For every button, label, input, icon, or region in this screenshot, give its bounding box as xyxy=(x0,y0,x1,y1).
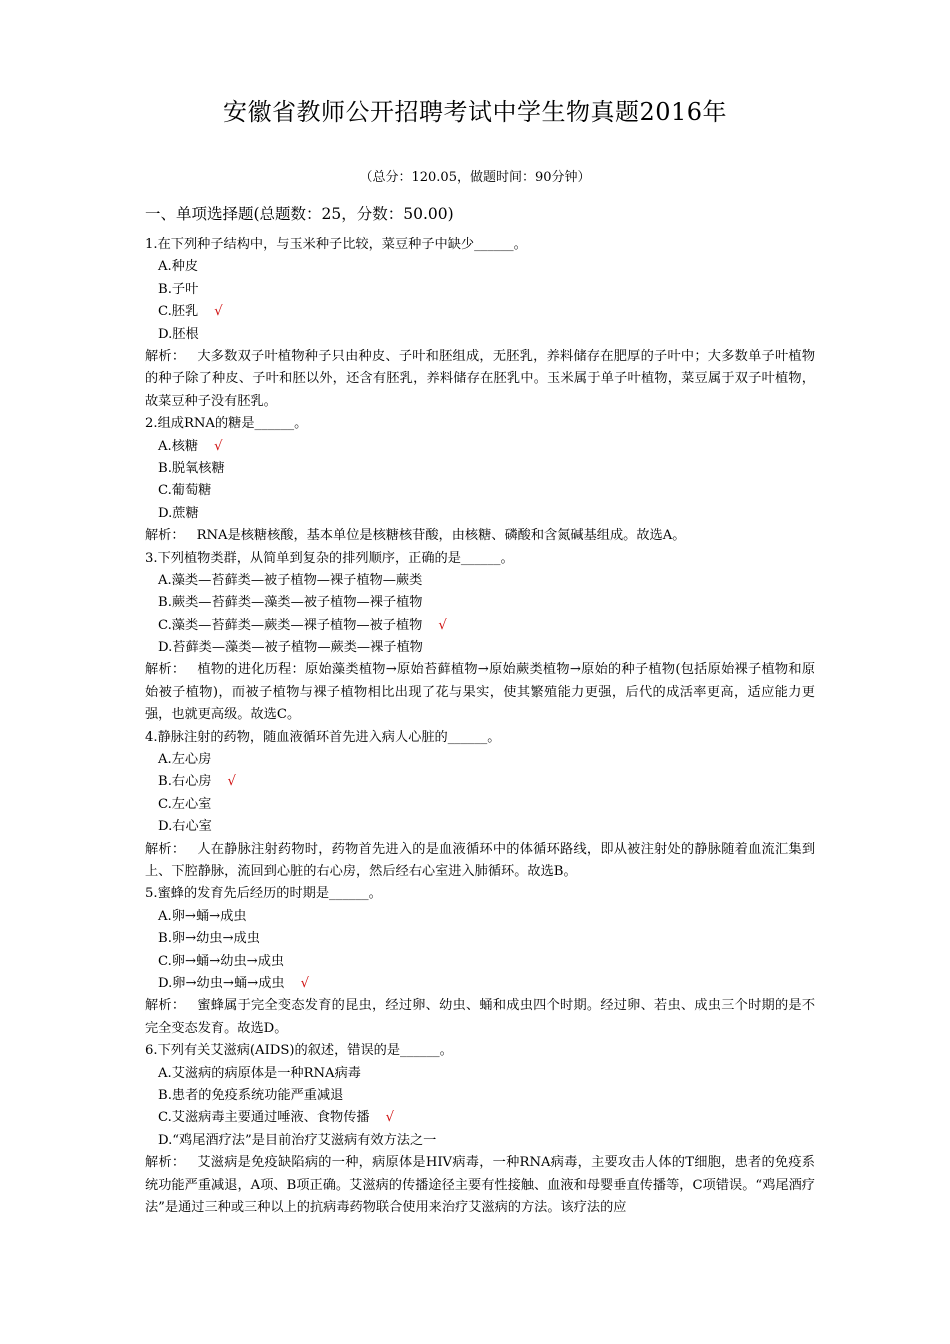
answer-option xyxy=(145,301,815,323)
option-text: C.艾滋病毒主要通过唾液、食物传播 xyxy=(158,1110,370,1126)
explanation-label: 解析： xyxy=(145,348,186,364)
explanation-text: RNA是核糖核酸，基本单位是核糖核苷酸，由核糖、磷酸和含氮碱基组成。故选A。 xyxy=(196,528,686,544)
answer-option xyxy=(145,1130,815,1152)
option-text: D.蔗糖 xyxy=(158,505,199,521)
option-text: C.胚乳 xyxy=(158,304,199,320)
explanation xyxy=(145,839,815,884)
question-stem: 2.组成RNA的糖是______。 xyxy=(145,416,308,432)
explanation xyxy=(145,346,815,413)
answer-option xyxy=(145,458,815,480)
option-text: C.葡萄糖 xyxy=(158,483,212,499)
question-stem: 4.静脉注射的药物，随血液循环首先进入病人心脏的______。 xyxy=(145,729,501,745)
option-text: A.藻类—苔藓类—被子植物—裸子植物—蕨类 xyxy=(158,572,423,588)
answer-option xyxy=(145,615,815,637)
answer-option xyxy=(145,1085,815,1107)
explanation xyxy=(145,995,815,1040)
option-text: B.患者的免疫系统功能严重减退 xyxy=(158,1088,344,1104)
answer-option xyxy=(145,771,815,793)
question-block xyxy=(145,1040,815,1219)
explanation-text: 大多数双子叶植物种子只由种皮、子叶和胚组成，无胚乳，养料储存在肥厚的子叶中；大多数单子叶植物的种子除了种皮、子叶和胚以外，还含有胚乳，养料储存在胚乳中。玉米属于单子叶植物，菜豆属于双子叶植物，故菜豆种子没有胚乳。 xyxy=(145,348,816,409)
option-text: B.卵→幼虫→成虫 xyxy=(158,931,260,947)
option-text: D.胚根 xyxy=(158,326,199,342)
option-text: A.左心房 xyxy=(158,752,212,768)
answer-option xyxy=(145,503,815,525)
section-heading: 一、单项选择题(总题数：25，分数：50.00) xyxy=(145,205,454,223)
question-list xyxy=(145,234,815,1219)
answer-option xyxy=(145,637,815,659)
explanation-label: 解析： xyxy=(145,662,186,678)
option-text: C.卵→蛹→幼虫→成虫 xyxy=(158,953,285,969)
question-block xyxy=(145,413,815,547)
explanation-label: 解析： xyxy=(145,528,185,544)
explanation-label: 解析： xyxy=(145,841,186,857)
answer-option xyxy=(145,256,815,278)
correct-answer-checkmark: √ xyxy=(438,617,447,633)
option-text: D.“鸡尾酒疗法”是目前治疗艾滋病有效方法之一 xyxy=(158,1132,437,1148)
explanation-text: 人在静脉注射药物时，药物首先进入的是血液循环中的体循环路线，即从被注射处的静脉随着血流汇集到上、下腔静脉，流回到心脏的右心房，然后经右心室进入肺循环。故选B。 xyxy=(145,841,816,880)
explanation-text: 蜜蜂属于完全变态发育的昆虫，经过卵、幼虫、蛹和成虫四个时期。经过卵、若虫、成虫三个时期的是不完全变态发育。故选D。 xyxy=(145,998,816,1036)
explanation xyxy=(145,525,815,547)
option-text: D.右心室 xyxy=(158,819,212,835)
answer-option xyxy=(145,951,815,973)
option-text: B.脱氧核糖 xyxy=(158,460,225,476)
option-text: A.种皮 xyxy=(158,259,199,275)
option-text: B.子叶 xyxy=(158,281,199,297)
answer-option xyxy=(145,794,815,816)
correct-answer-checkmark: √ xyxy=(227,774,236,790)
option-text: C.左心室 xyxy=(158,796,212,812)
option-text: A.艾滋病的病原体是一种RNA病毒 xyxy=(158,1065,361,1081)
question-block xyxy=(145,548,815,727)
answer-option xyxy=(145,592,815,614)
answer-option xyxy=(145,436,815,458)
answer-option xyxy=(145,1107,815,1129)
answer-option xyxy=(145,973,815,995)
correct-answer-checkmark: √ xyxy=(214,304,223,320)
explanation xyxy=(145,1152,815,1219)
answer-option xyxy=(145,279,815,301)
answer-option xyxy=(145,1063,815,1085)
option-text: B.蕨类—苔藓类—藻类—被子植物—裸子植物 xyxy=(158,595,423,611)
answer-option xyxy=(145,816,815,838)
option-text: A.卵→蛹→成虫 xyxy=(158,908,247,924)
answer-option xyxy=(145,570,815,592)
explanation-text: 植物的进化历程：原始藻类植物→原始苔藓植物→原始蕨类植物→原始的种子植物(包括原始裸子植物和原始被子植物)，而被子植物与裸子植物相比出现了花与果实，使其繁殖能力更强，后代的成活率更高，适应能力更强，也就更高级。故选C。 xyxy=(145,662,816,723)
correct-answer-checkmark: √ xyxy=(300,976,309,992)
answer-option xyxy=(145,906,815,928)
question-stem: 3.下列植物类群，从简单到复杂的排列顺序，正确的是______。 xyxy=(145,550,514,566)
explanation-label: 解析： xyxy=(145,998,186,1014)
question-stem: 5.蜜蜂的发育先后经历的时期是______。 xyxy=(145,886,382,902)
explanation xyxy=(145,659,815,726)
question-block xyxy=(145,234,815,413)
document-title: 安徽省教师公开招聘考试中学生物真题2016年 xyxy=(222,98,728,126)
explanation-text: 艾滋病是免疫缺陷病的一种，病原体是HIV病毒，一种RNA病毒，主要攻击人体的T细胞，患者的免疫系统功能严重减退，A项、B项正确。艾滋病的传播途径主要有性接触、血液和母婴垂直传播等，C项错误。“鸡尾酒疗法”是通过三种或三种以上的抗病毒药物联合使用来治疗艾滋病的方法。该疗法的应 xyxy=(145,1155,815,1215)
correct-answer-checkmark: √ xyxy=(214,438,223,454)
question-block xyxy=(145,727,815,884)
question-stem: 1.在下列种子结构中，与玉米种子比较，菜豆种子中缺少______。 xyxy=(145,237,527,252)
option-text: D.卵→幼虫→蛹→成虫 xyxy=(158,976,285,992)
option-text: C.藻类—苔藓类—蕨类—裸子植物—被子植物 xyxy=(158,617,423,633)
question-stem: 6.下列有关艾滋病(AIDS)的叙述，错误的是______。 xyxy=(145,1043,453,1059)
question-block xyxy=(145,883,815,1040)
answer-option xyxy=(145,480,815,502)
option-text: A.核糖 xyxy=(158,438,199,454)
answer-option xyxy=(145,324,815,346)
option-text: B.右心房 xyxy=(158,774,212,790)
explanation-label: 解析： xyxy=(145,1155,186,1171)
answer-option xyxy=(145,749,815,771)
option-text: D.苔藓类—藻类—被子植物—蕨类—裸子植物 xyxy=(158,640,423,656)
answer-option xyxy=(145,928,815,950)
correct-answer-checkmark: √ xyxy=(385,1110,395,1126)
exam-meta: （总分：120.05，做题时间：90分钟） xyxy=(359,170,591,185)
